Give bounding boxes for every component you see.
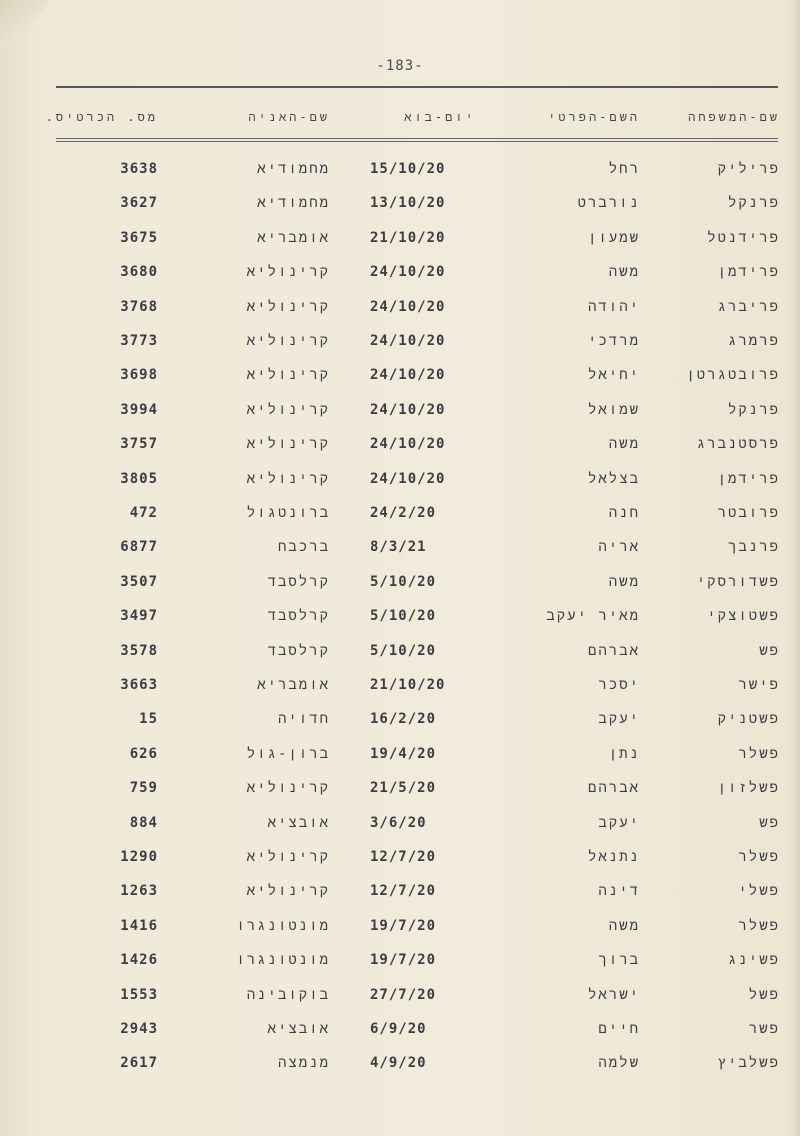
certificate-number: 3507: [120, 573, 158, 590]
arrival-date: 8/3/21: [370, 539, 427, 556]
certificate-number: 3627: [120, 195, 158, 212]
first-name: רחל: [608, 161, 640, 177]
ship-name: קרינוליא: [246, 401, 330, 418]
table-row: [40, 599, 780, 633]
family-name: פשדורסקי: [696, 573, 780, 590]
arrival-date: 5/10/20: [370, 608, 437, 625]
first-name: אברהם: [587, 780, 640, 797]
certificate-number: 3757: [120, 436, 158, 453]
arrival-date: 5/10/20: [370, 642, 437, 659]
first-name: חיים: [598, 1021, 640, 1037]
arrival-date: 24/10/20: [370, 436, 446, 453]
first-name: אריה: [598, 539, 640, 556]
table-row: [40, 771, 780, 805]
certificate-number: 2617: [120, 1055, 158, 1072]
arrival-date: 24/10/20: [370, 333, 446, 349]
family-name: פשלר: [738, 849, 780, 865]
header-family-name: שם-המשפחה: [688, 110, 780, 124]
arrival-date: 12/7/20: [370, 883, 437, 900]
first-name: משה: [608, 917, 640, 934]
arrival-date: 21/10/20: [370, 229, 446, 246]
arrival-date: 6/9/20: [370, 1021, 427, 1037]
arrival-date: 21/5/20: [370, 780, 437, 797]
arrival-date: 24/2/20: [370, 505, 437, 521]
family-name: פשלביץ: [717, 1055, 780, 1072]
header-ship-name: שם-האניה: [248, 110, 330, 124]
family-name: פרידמן: [717, 470, 780, 487]
family-name: פשלי: [738, 883, 780, 900]
family-name: פשינג: [727, 952, 780, 969]
table-row: [40, 634, 780, 668]
first-name: נתנאל: [587, 849, 640, 865]
table-row: [40, 565, 780, 599]
ship-name: קרינוליא: [246, 849, 330, 865]
table-row: [40, 909, 780, 943]
table-row: [40, 221, 780, 255]
first-name: משה: [608, 573, 640, 590]
certificate-number: 884: [129, 814, 158, 831]
certificate-number: 3578: [120, 642, 158, 659]
table-row: [40, 1012, 780, 1046]
ship-name: חדויה: [277, 711, 330, 728]
family-name: פשלזון: [717, 780, 780, 797]
arrival-date: 15/10/20: [370, 161, 446, 177]
ship-name: אומבריא: [257, 229, 330, 246]
arrival-date: 16/2/20: [370, 711, 437, 728]
folded-corner: [0, 0, 48, 48]
table-row: [40, 840, 780, 874]
first-name: מרדכי: [587, 333, 640, 349]
family-name: פש: [759, 814, 780, 831]
first-name: שמעון: [587, 229, 640, 246]
first-name: דינה: [598, 883, 640, 900]
family-name: פרנקל: [727, 401, 780, 418]
family-name: פרובטגרטן: [686, 367, 780, 384]
header-bottom-rule: [56, 138, 778, 139]
table-row: [40, 943, 780, 977]
first-name: יהודה: [587, 298, 640, 315]
arrival-date: 21/10/20: [370, 677, 446, 693]
page-number: -183-: [376, 58, 424, 74]
certificate-number: 3768: [120, 298, 158, 315]
ship-name: קרינוליא: [246, 264, 330, 281]
table-row: [40, 427, 780, 461]
first-name: יעקב: [598, 814, 640, 831]
first-name: יעקב: [598, 711, 640, 728]
first-name: ברוך: [598, 952, 640, 969]
table-row: [40, 874, 780, 908]
ship-name: מונטונגרו: [236, 917, 330, 934]
table-row: [40, 1046, 780, 1080]
ship-name: מנמצה: [277, 1055, 330, 1072]
family-name: פרנבך: [727, 539, 780, 556]
first-name: משה: [608, 264, 640, 281]
header-top-rule: [56, 86, 778, 88]
family-name: פריברג: [717, 298, 780, 315]
first-name: יחיאל: [587, 367, 640, 384]
ship-name: ברונטגול: [246, 505, 330, 521]
table-header: [40, 100, 780, 134]
table-row: [40, 393, 780, 427]
table-row: [40, 668, 780, 702]
ship-name: אובציא: [267, 814, 330, 831]
certificate-number: 1426: [120, 952, 158, 969]
arrival-date: 13/10/20: [370, 195, 446, 212]
arrival-date: 24/10/20: [370, 298, 446, 315]
ship-name: קרלסבד: [267, 642, 330, 659]
header-first-name: השם-הפרטי: [548, 110, 640, 124]
first-name: מאיר יעקב: [546, 608, 640, 625]
table-row: [40, 978, 780, 1012]
table-row: [40, 737, 780, 771]
first-name: ישראל: [587, 986, 640, 1003]
ship-name: מחמודיא: [257, 161, 330, 177]
ship-name: אובציא: [267, 1021, 330, 1037]
family-name: פריליק: [717, 161, 780, 177]
certificate-number: 3805: [120, 470, 158, 487]
first-name: שמואל: [587, 401, 640, 418]
arrival-date: 19/7/20: [370, 952, 437, 969]
ship-name: קרינוליא: [246, 298, 330, 315]
arrival-date: 3/6/20: [370, 814, 427, 831]
first-name: בצלאל: [587, 470, 640, 487]
first-name: נתן: [608, 745, 640, 762]
ship-name: קרינוליא: [246, 470, 330, 487]
table-row: [40, 462, 780, 496]
table-row: [40, 358, 780, 392]
family-name: פשלר: [738, 917, 780, 934]
family-name: פרנקל: [727, 195, 780, 212]
certificate-number: 3773: [120, 333, 158, 349]
family-name: פרידנטל: [707, 229, 780, 246]
arrival-date: 24/10/20: [370, 401, 446, 418]
certificate-number: 3698: [120, 367, 158, 384]
certificate-number: 3680: [120, 264, 158, 281]
table-row: [40, 255, 780, 289]
first-name: חנה: [608, 505, 640, 521]
header-bottom-rule-2: [56, 141, 778, 142]
family-name: פרמרג: [727, 333, 780, 349]
arrival-date: 27/7/20: [370, 986, 437, 1003]
arrival-date: 24/10/20: [370, 470, 446, 487]
header-arrival-date: יום-בוא: [404, 110, 476, 124]
certificate-number: 2943: [120, 1021, 158, 1037]
ship-name: מונטונגרו: [236, 952, 330, 969]
certificate-number: 6877: [120, 539, 158, 556]
certificate-number: 472: [129, 505, 158, 521]
table-row: [40, 186, 780, 220]
arrival-date: 4/9/20: [370, 1055, 427, 1072]
family-name: פישר: [738, 677, 780, 693]
ship-name: קרלסבד: [267, 608, 330, 625]
ship-name: מחמודיא: [257, 195, 330, 212]
first-name: אברהם: [587, 642, 640, 659]
certificate-number: 3994: [120, 401, 158, 418]
family-name: פשר: [748, 1021, 780, 1037]
ship-name: קרינוליא: [246, 883, 330, 900]
certificate-number: 3497: [120, 608, 158, 625]
ship-name: קרלסבד: [267, 573, 330, 590]
ship-name: אומבריא: [257, 677, 330, 693]
certificate-number: 3663: [120, 677, 158, 693]
table-row: [40, 530, 780, 564]
header-certificate-number: מס. הכרטיס.: [45, 110, 158, 124]
first-name: נורברט: [577, 195, 640, 212]
certificate-number: 15: [139, 711, 158, 728]
table-row: [40, 152, 780, 186]
family-name: פרסטנברג: [696, 436, 780, 453]
arrival-date: 24/10/20: [370, 367, 446, 384]
first-name: יסכר: [598, 677, 640, 693]
ship-name: ברון-גול: [246, 745, 330, 762]
certificate-number: 3638: [120, 161, 158, 177]
first-name: משה: [608, 436, 640, 453]
ship-name: קרינוליא: [246, 436, 330, 453]
family-name: פרידמן: [717, 264, 780, 281]
page-edge: [790, 0, 800, 1136]
arrival-date: 24/10/20: [370, 264, 446, 281]
table-row: [40, 324, 780, 358]
certificate-number: 1290: [120, 849, 158, 865]
certificate-number: 1416: [120, 917, 158, 934]
family-name: פשטוצקי: [707, 608, 780, 625]
table-row: [40, 496, 780, 530]
family-name: פשל: [748, 986, 780, 1003]
ship-name: קרינוליא: [246, 333, 330, 349]
certificate-number: 3675: [120, 229, 158, 246]
arrival-date: 19/7/20: [370, 917, 437, 934]
family-name: פשלר: [738, 745, 780, 762]
certificate-number: 759: [129, 780, 158, 797]
family-name: פרובטר: [717, 505, 780, 521]
ship-name: קרינוליא: [246, 367, 330, 384]
arrival-date: 5/10/20: [370, 573, 437, 590]
family-name: פשטניק: [717, 711, 780, 728]
certificate-number: 1263: [120, 883, 158, 900]
ship-name: בוקובינה: [246, 986, 330, 1003]
first-name: שלמה: [598, 1055, 640, 1072]
ship-name: ברכבח: [277, 539, 330, 556]
arrival-date: 12/7/20: [370, 849, 437, 865]
family-name: פש: [759, 642, 780, 659]
table-row: [40, 702, 780, 736]
ship-name: קרינוליא: [246, 780, 330, 797]
arrival-date: 19/4/20: [370, 745, 437, 762]
certificate-number: 626: [129, 745, 158, 762]
table-row: [40, 806, 780, 840]
table-row: [40, 290, 780, 324]
certificate-number: 1553: [120, 986, 158, 1003]
